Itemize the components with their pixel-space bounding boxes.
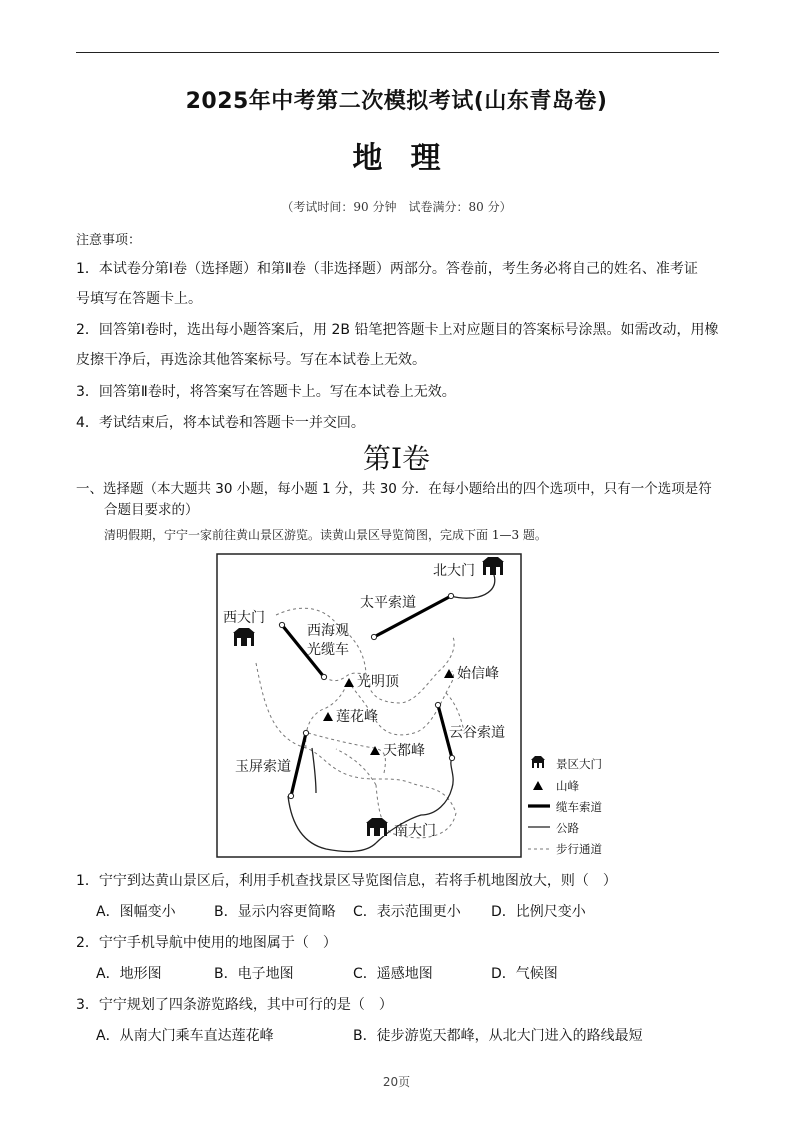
station <box>321 674 326 679</box>
section-intro-line-2: 合题目要求的） <box>104 502 199 518</box>
legend-gate-label: 景区大门 <box>556 757 602 771</box>
question-1-option-b: B．显示内容更简略 <box>214 904 336 920</box>
station <box>288 793 293 798</box>
question-1-option-c: C．表示范围更小 <box>353 904 461 920</box>
subject-char-1: 地 <box>352 141 383 176</box>
legend-cable-label: 缆车索道 <box>556 800 602 814</box>
question-1-option-d: D．比例尺变小 <box>491 904 586 920</box>
huangshan-map <box>216 553 522 858</box>
legend-road-label: 公路 <box>556 821 579 835</box>
question-3-option-b: B．徒步游览天都峰，从北大门进入的路线最短 <box>353 1028 643 1044</box>
section-intro-line-1: 一、选择题（本大题共 30 小题，每小题 1 分，共 30 分．在每小题给出的四个选项中，只有一个选项是符 <box>76 481 712 497</box>
label-north-gate: 北大门 <box>433 563 475 579</box>
question-1-stem: 1．宁宁到达黄山景区后，利用手机查找景区导览图信息，若将手机地图放大，则（ ） <box>76 873 617 889</box>
label-south-gate: 南大门 <box>394 823 436 839</box>
label-guangming: 光明顶 <box>357 674 399 690</box>
question-2-option-a: A．地形图 <box>96 966 162 982</box>
question-2-option-c: C．遥感地图 <box>353 966 433 982</box>
label-taiping: 太平索道 <box>360 595 416 611</box>
section-intro <box>76 479 724 521</box>
note-line: 2．回答第Ⅰ卷时，选出每小题答案后，用 2B 铅笔把答题卡上对应题目的答案标号涂黑。如需改动，用橡 <box>76 322 719 338</box>
label-shixin: 始信峰 <box>457 666 499 682</box>
station <box>449 755 454 760</box>
station <box>435 702 440 707</box>
exam-info: （考试时间：90 分钟 试卷满分：80 分） <box>281 200 512 214</box>
note-line: 3．回答第Ⅱ卷时，将答案写在答题卡上。写在本试卷上无效。 <box>76 384 456 400</box>
label-xihai-1: 西海观 <box>307 623 349 639</box>
label-yuping: 玉屏索道 <box>235 759 291 775</box>
label-lianhua: 莲花峰 <box>336 709 378 725</box>
question-2-option-b: B．电子地图 <box>214 966 294 982</box>
question-3-option-a: A．从南大门乘车直达莲花峰 <box>96 1028 274 1044</box>
label-yungu: 云谷索道 <box>449 725 505 741</box>
page-number: 20页 <box>382 1075 411 1089</box>
question-2-stem: 2．宁宁手机导航中使用的地图属于（ ） <box>76 935 337 951</box>
station <box>371 634 376 639</box>
station <box>279 622 284 627</box>
label-xihai-2: 光缆车 <box>307 642 349 658</box>
note-line: 皮擦干净后，再选涂其他答案标号。写在本试卷上无效。 <box>76 352 426 368</box>
station <box>448 593 453 598</box>
gate-south-icon <box>366 818 388 836</box>
legend-peak-label: 山峰 <box>556 779 579 793</box>
question-3-stem: 3．宁宁规划了四条游览路线，其中可行的是（ ） <box>76 997 393 1013</box>
label-west-gate: 西大门 <box>223 610 265 626</box>
question-2-option-d: D．气候图 <box>491 966 558 982</box>
map-legend <box>528 754 628 858</box>
station <box>303 730 308 735</box>
legend-peak-icon <box>533 781 543 790</box>
legend-gate-icon <box>531 756 545 768</box>
question-1-option-a: A．图幅变小 <box>96 904 176 920</box>
subject-char-2: 理 <box>410 141 441 176</box>
label-tiandu: 天都峰 <box>383 743 425 759</box>
note-line: 1．本试卷分第Ⅰ卷（选择题）和第Ⅱ卷（非选择题）两部分。答卷前，考生务必将自己的姓名、准考证 <box>76 261 698 277</box>
document-title: 2025年中考第二次模拟考试(山东青岛卷) <box>185 89 608 114</box>
scenario-text: 清明假期，宁宁一家前往黄山景区游览。读黄山景区导览简图，完成下面 1—3 题。 <box>104 528 547 542</box>
top-rule <box>76 52 719 53</box>
gate-west-icon <box>233 628 255 646</box>
gate-north-icon <box>482 557 504 575</box>
legend-trail-label: 步行通道 <box>556 842 602 856</box>
note-line: 4．考试结束后，将本试卷和答题卡一并交回。 <box>76 415 365 431</box>
notes-heading: 注意事项： <box>76 233 142 248</box>
note-line: 号填写在答题卡上。 <box>76 291 202 307</box>
subject-title <box>0 133 793 177</box>
section-title: 第Ⅰ卷 <box>362 442 431 475</box>
